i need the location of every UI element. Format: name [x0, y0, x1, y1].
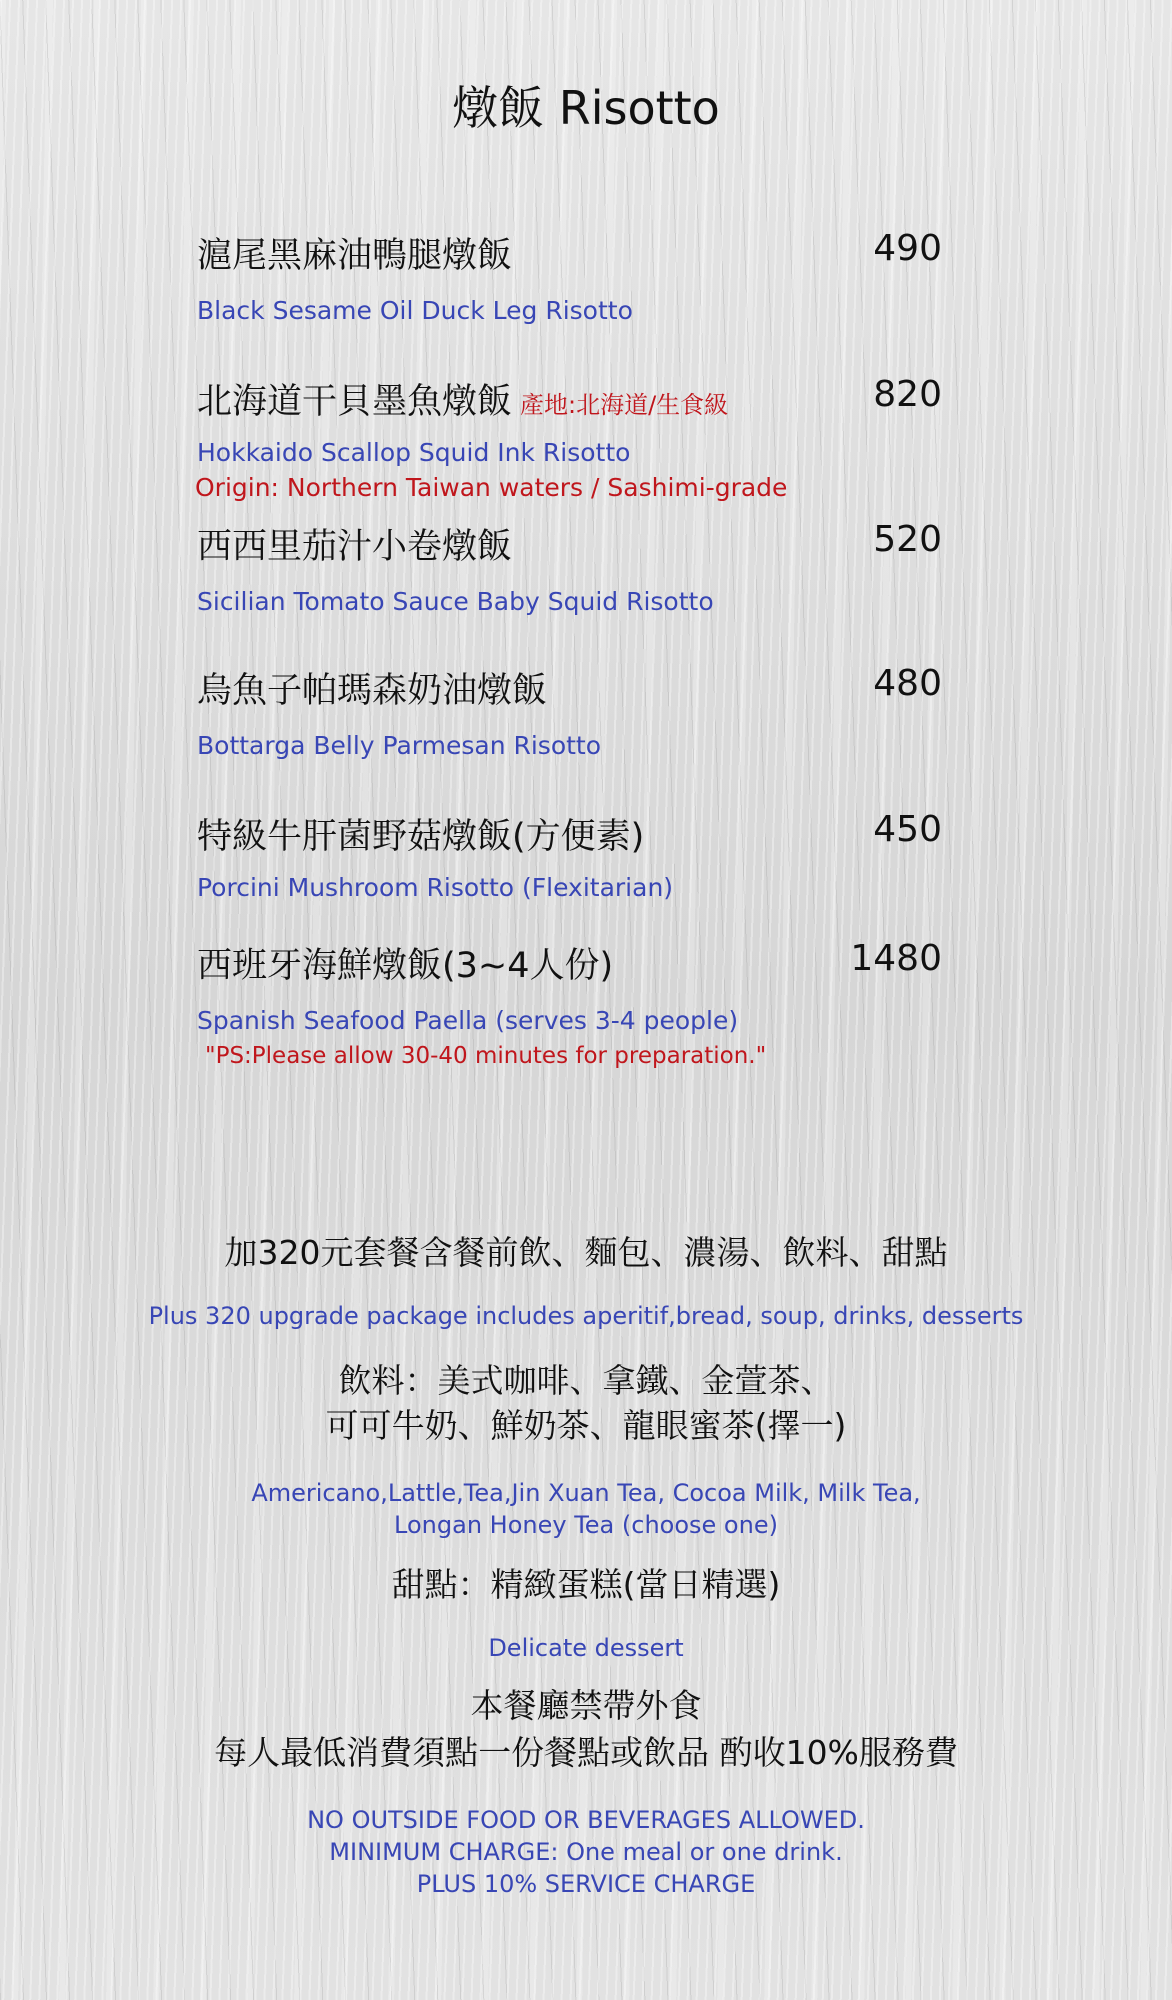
set-meal-zh: 加320元套餐含餐前飲、麵包、濃湯、飲料、甜點 [224, 1233, 948, 1272]
rules-en-line3: PLUS 10% SERVICE CHARGE [416, 1870, 756, 1898]
item-name-en: Black Sesame Oil Duck Leg Risotto [197, 296, 633, 325]
item-name-zh: 特級牛肝菌野菇燉飯(方便素) [197, 817, 645, 857]
item-name-en: Bottarga Belly Parmesan Risotto [197, 731, 602, 760]
item-name-zh-row [197, 374, 942, 424]
drinks-zh-line2: 可可牛奶、鮮奶茶、龍眼蜜茶(擇一) [325, 1406, 847, 1445]
dessert-en: Delicate dessert [488, 1634, 684, 1662]
item-price: 450 [873, 809, 942, 850]
drinks-en-line1: Americano,Lattle,Tea,Jin Xuan Tea, Cocoa Milk, Milk Tea, [251, 1479, 921, 1507]
menu-item [197, 374, 942, 502]
menu-item [197, 228, 942, 325]
menu-item [197, 938, 942, 1069]
item-name-en: Spanish Seafood Paella (serves 3-4 people) [197, 1006, 739, 1035]
menu-item [197, 519, 942, 616]
rules-zh-line2: 每人最低消費須點一份餐點或飲品 酌收10%服務費 [214, 1733, 958, 1772]
item-name-en: Sicilian Tomato Sauce Baby Squid Risotto [197, 587, 714, 616]
item-price: 1480 [850, 938, 942, 979]
set-meal-en: Plus 320 upgrade package includes aperitif,bread, soup, drinks, desserts [148, 1302, 1024, 1330]
item-name-zh: 西班牙海鮮燉飯(3~4人份) [197, 946, 614, 986]
menu-title: 燉飯 Risotto [452, 81, 720, 135]
item-name-en: Hokkaido Scallop Squid Ink Risotto [197, 438, 631, 467]
item-origin-en: Origin: Northern Taiwan waters / Sashimi-grade [195, 473, 788, 502]
item-price: 520 [873, 519, 942, 560]
drinks-zh-line1: 飲料：美式咖啡、拿鐵、金萱茶、 [338, 1361, 834, 1400]
item-price: 480 [873, 663, 942, 704]
drinks-en-line2: Longan Honey Tea (choose one) [394, 1511, 778, 1539]
item-name-zh: 西西里茄汁小卷燉飯 [197, 527, 513, 567]
item-price: 490 [873, 228, 942, 269]
rules-en-line2: MINIMUM CHARGE: One meal or one drink. [329, 1838, 843, 1866]
item-name-zh: 滬尾黑麻油鴨腿燉飯 [197, 236, 513, 276]
item-name-en: Porcini Mushroom Risotto (Flexitarian) [197, 873, 674, 902]
item-name-zh: 烏魚子帕瑪森奶油燉飯 [197, 671, 548, 711]
rules-zh-line1: 本餐廳禁帶外食 [470, 1686, 702, 1725]
dessert-zh: 甜點：精緻蛋糕(當日精選) [391, 1565, 781, 1604]
menu-item [197, 809, 942, 902]
item-origin-zh: 產地:北海道/生食級 [520, 391, 729, 419]
rules-en-line1: NO OUTSIDE FOOD OR BEVERAGES ALLOWED. [307, 1806, 865, 1834]
item-preparation-note: "PS:Please allow 30-40 minutes for preparation." [205, 1043, 767, 1069]
item-price: 820 [873, 374, 942, 415]
menu-item [197, 663, 942, 760]
item-name-zh: 北海道干貝墨魚燉飯 [197, 382, 513, 422]
